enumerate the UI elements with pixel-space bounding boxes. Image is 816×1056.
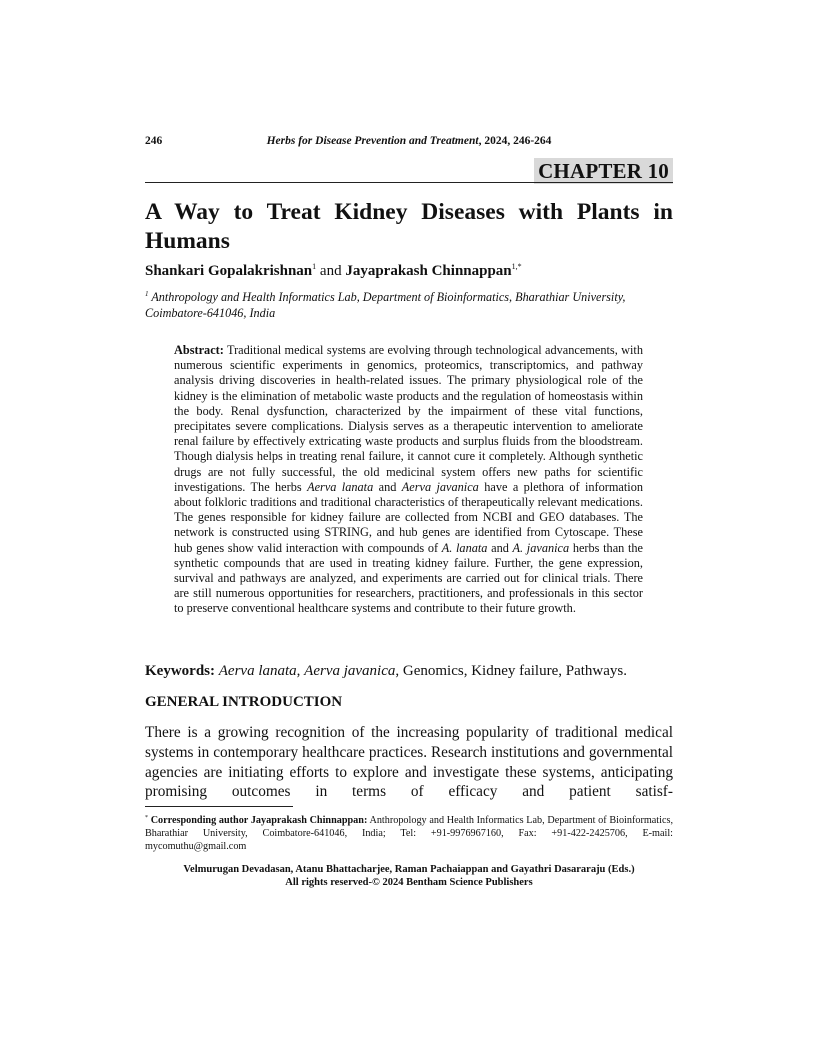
keywords-label: Keywords: bbox=[145, 663, 215, 679]
abstract-text-1: Traditional medical systems are evolving through technological advancements, with numerous scientific experiments in genomics, proteomics, transcriptomics, and pathway analysis driving discoveries in health-related issues. The primary physiological role of the kidney is the elimination of metabolic waste products and the regulation of homeostasis within the body. Renal dysfunction, characterized by the impairment of these vital functions, precipitates severe complications. Dialysis serves as a therapeutic intervention to ameliorate renal failure by effectively extricating waste products and surplus fluids from the bloodstream. Though dialysis helps in treating renal failure, it cannot cure it completely. Although synthetic drugs are not fully successful, the old medicinal system offers new paths for scientific investigations. The herbs bbox=[174, 343, 643, 494]
abstract-species-3: A. lanata bbox=[441, 540, 488, 555]
footnote-mark: * bbox=[145, 815, 148, 821]
abstract-text-5: herbs than the synthetic compounds that are used in treating kidney failure. Further, the gene expression, survival and pathways are analyzed, and experiments are carried out for clinical trials. There are still numerous opportunities for researchers, practitioners, and professionals in this sector to preserve conventional healthcare systems and contribute to their future growth. bbox=[174, 540, 643, 616]
footnote-divider bbox=[145, 806, 293, 807]
abstract-text-2: and bbox=[373, 479, 402, 494]
footnote-text: Anthropology and Health Informatics Lab, Department of Bioinformatics, Bharathiar University, Coimbatore-641046, India; Tel: +91-9976967160, Fax: +91-422-2425706, E-mail: mycomuthu@gmail.com bbox=[145, 815, 673, 852]
publisher-block bbox=[145, 863, 673, 889]
chapter-title: A Way to Treat Kidney Diseases with Plants in Humans bbox=[145, 199, 673, 254]
affiliation bbox=[145, 287, 673, 321]
keywords bbox=[145, 663, 673, 680]
journal-name: Herbs for Disease Prevention and Treatment bbox=[266, 135, 479, 147]
page-number: 246 bbox=[145, 135, 163, 147]
journal-details: , 2024, 246-264 bbox=[478, 135, 552, 147]
author-2-name: Jayaprakash Chinnappan bbox=[345, 263, 512, 279]
footnote bbox=[145, 812, 673, 853]
abstract-label: Abstract: bbox=[174, 343, 224, 357]
chapter-label: CHAPTER 10 bbox=[534, 158, 673, 184]
author-1-affiliation-mark: 1 bbox=[312, 262, 317, 271]
abstract-species-1: Aerva lanata bbox=[307, 479, 374, 494]
editors-line: Velmurugan Devadasan, Atanu Bhattacharjee, Raman Pachaiappan and Gayathri Dasararaju (Eds.) bbox=[183, 864, 635, 875]
intro-paragraph: There is a growing recognition of the increasing popularity of traditional medical systems in contemporary healthcare practices. Research institutions and governmental agencies are initiating efforts to explore and investigate these systems, anticipating promising outcomes in terms of efficacy and patient satisf- bbox=[145, 724, 673, 801]
section-heading: GENERAL INTRODUCTION bbox=[145, 694, 343, 710]
abstract bbox=[174, 343, 643, 617]
footnote-label: Corresponding author Jayaprakash Chinnappan: bbox=[148, 815, 368, 826]
affiliation-mark: 1 bbox=[145, 290, 149, 298]
keyword-separator: , bbox=[296, 663, 305, 679]
author-line bbox=[145, 262, 673, 280]
chapter-divider bbox=[145, 182, 673, 183]
abstract-text-4: and bbox=[487, 540, 513, 555]
abstract-text-3: have a plethora of information about folkloric traditions and traditional characteristics of therapeutically relevant medications. The genes responsible for kidney failure are collected from NCBI and GEO databases. The network is constructed using STRING, and hub genes are identified from Cytoscape. These hub genes show valid interaction with compounds of bbox=[174, 479, 643, 555]
abstract-species-2: Aerva javanica bbox=[401, 479, 479, 494]
author-2-affiliation-mark: 1,* bbox=[511, 262, 522, 271]
keywords-rest: , Genomics, Kidney failure, Pathways. bbox=[395, 663, 627, 679]
keyword-species-2: Aerva javanica bbox=[304, 663, 396, 679]
journal-citation bbox=[145, 135, 673, 147]
affiliation-text: Anthropology and Health Informatics Lab, Department of Bioinformatics, Bharathiar University, Coimbatore-641046, India bbox=[145, 290, 626, 320]
author-1-name: Shankari Gopalakrishnan bbox=[145, 263, 313, 279]
rights-line: All rights reserved-© 2024 Bentham Science Publishers bbox=[285, 877, 533, 888]
keyword-species-1: Aerva lanata bbox=[218, 663, 297, 679]
author-conjunction: and bbox=[316, 263, 346, 279]
abstract-species-4: A. javanica bbox=[512, 540, 570, 555]
